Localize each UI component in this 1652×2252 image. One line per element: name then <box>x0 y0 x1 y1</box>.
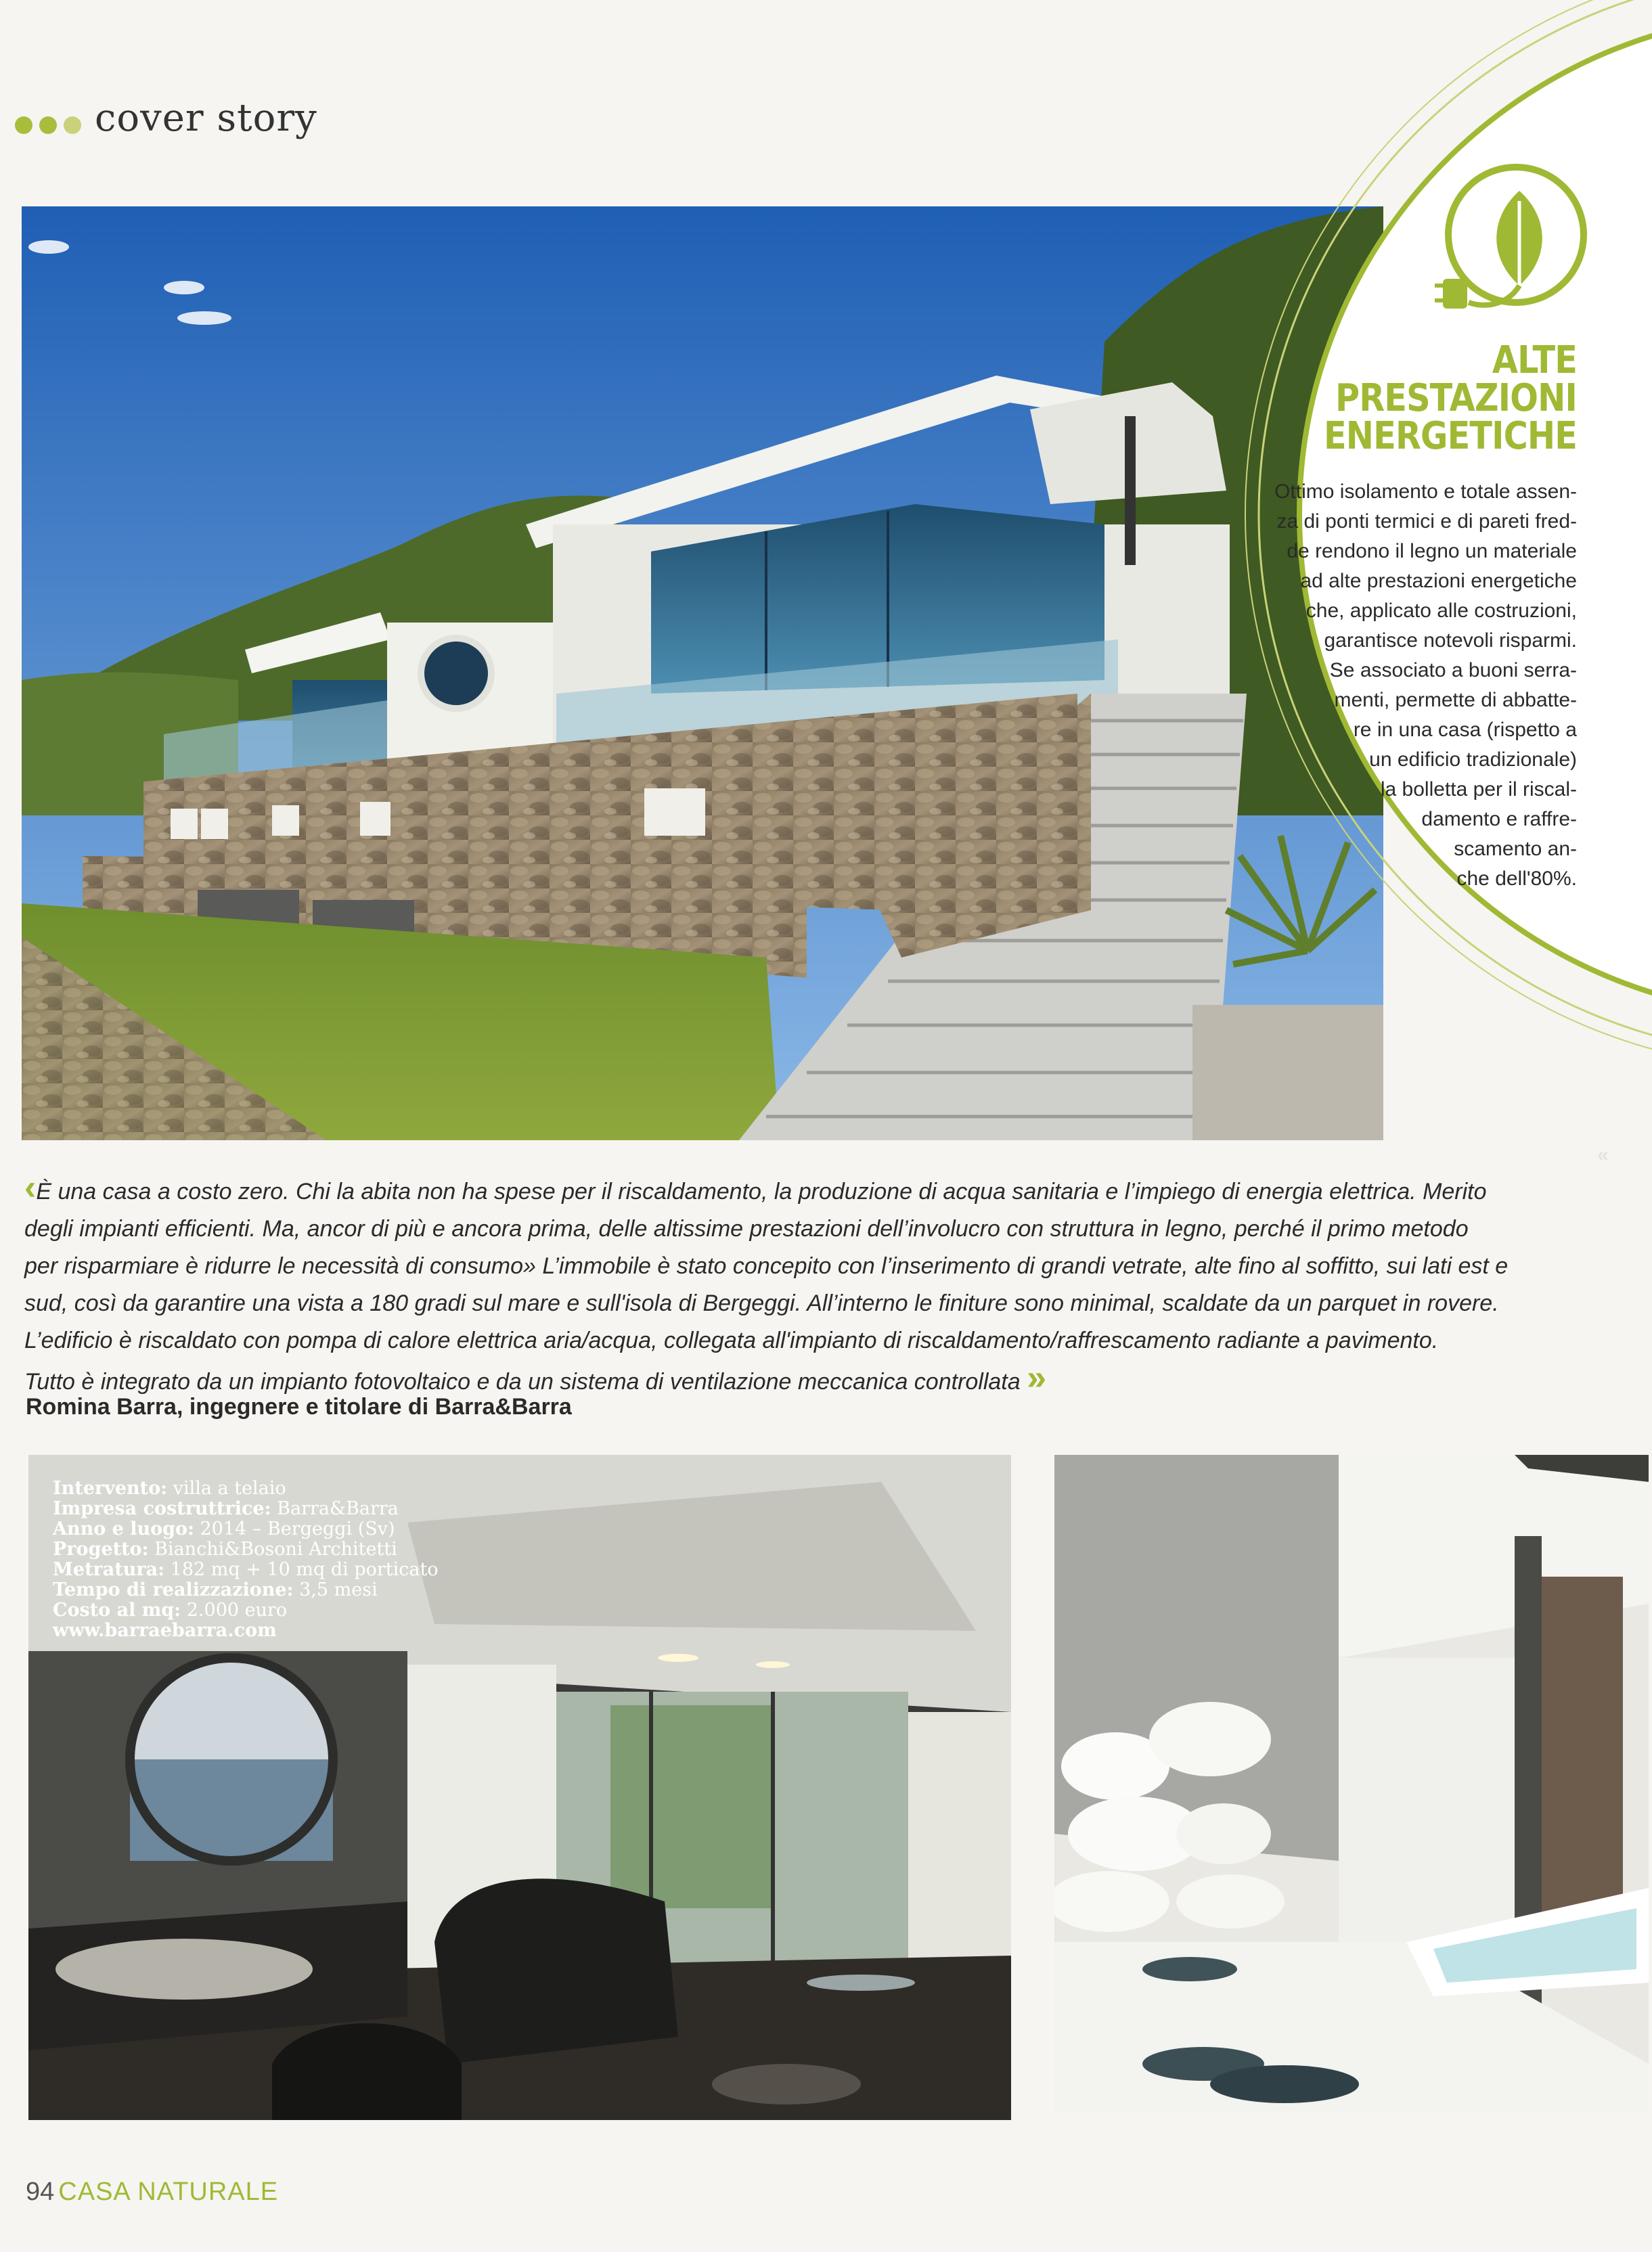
fact-row: Impresa costruttrice: Barra&Barra <box>53 1498 399 1519</box>
fact-sheet <box>53 1479 439 1641</box>
quote-line: ‹È una casa a costo zero. Chi la abita non ha spese per il riscaldamento, la produzione di acqua sanitaria e l’impiego di energia elettrica. Merito <box>24 1168 1487 1207</box>
hero-photo-villa-exterior <box>22 206 1383 1140</box>
magazine-name: CASA NATURALE <box>58 2178 279 2206</box>
quote-line: Tutto è integrato da un impianto fotovoltaico e da un sistema di ventilazione meccanica controllata » <box>24 1358 1047 1397</box>
box-body-text: Ottimo isolamento e totale assen- za di ponti termici e di pareti fred- de rendono il legno un materiale ad alte prestazioni energetiche che, applicato alle costruzioni, garantisce notevoli risparmi. Se associato a buoni serra- menti, permette di abbatte- re in una casa (rispetto a un edificio tradizionale) la bolletta per il riscal- damento e raffre- scamento an- che dell'80%. <box>1274 480 1577 890</box>
fact-row: Costo al mq: 2.000 euro <box>53 1600 288 1621</box>
fact-row: Metratura: 182 mq + 10 mq di porticato <box>53 1559 439 1580</box>
section-dots <box>15 116 81 134</box>
dot-icon <box>39 116 57 134</box>
fact-row: Progetto: Bianchi&Bosoni Architetti <box>53 1539 397 1560</box>
dot-icon <box>15 116 32 134</box>
show-through-mark: « <box>1597 1144 1609 1166</box>
box-title: ALTE PRESTAZIONI ENERGETICHE <box>1324 338 1577 458</box>
pull-quote <box>24 1169 1594 1401</box>
section-label: cover story <box>95 96 317 140</box>
leaf-plug-icon <box>1428 150 1597 319</box>
quote-line: sud, così da garantire una vista a 180 gradi sul mare e sull'isola di Bergeggi. All’interno le finiture sono minimal, scaldate da un parquet in rovere. <box>24 1290 1499 1316</box>
quote-line: L’edificio è riscaldato con pompa di calore elettrica aria/acqua, collegata all'impianto di riscaldamento/raffrescamento radiante a pavimento. <box>24 1328 1439 1353</box>
dot-icon <box>64 116 81 134</box>
quote-author: Romina Barra, ingegnere e titolare di Barra&Barra <box>26 1394 572 1420</box>
photo-bedroom-spa <box>1054 1455 1649 2113</box>
fact-website: www.barraebarra.com <box>53 1620 277 1641</box>
close-quote-chevron-icon: » <box>1027 1358 1047 1397</box>
quote-line: degli impianti efficienti. Ma, ancor di più e ancora prima, delle altissime prestazioni dell’involucro con struttura in legno, perché il primo metodo <box>24 1216 1469 1242</box>
page-number: 94 <box>26 2178 55 2206</box>
page-footer <box>26 2178 278 2207</box>
fact-row: Anno e luogo: 2014 – Bergeggi (Sv) <box>53 1518 395 1539</box>
fact-row: Tempo di realizzazione: 3,5 mesi <box>53 1579 378 1600</box>
open-quote-chevron-icon: ‹ <box>24 1168 37 1207</box>
fact-row: Intervento: villa a telaio <box>53 1478 286 1499</box>
quote-line: per risparmiare è ridurre le necessità di consumo» L’immobile è stato concepito con l’inserimento di grandi vetrate, alte fino al soffitto, sui lati est e <box>24 1253 1509 1279</box>
